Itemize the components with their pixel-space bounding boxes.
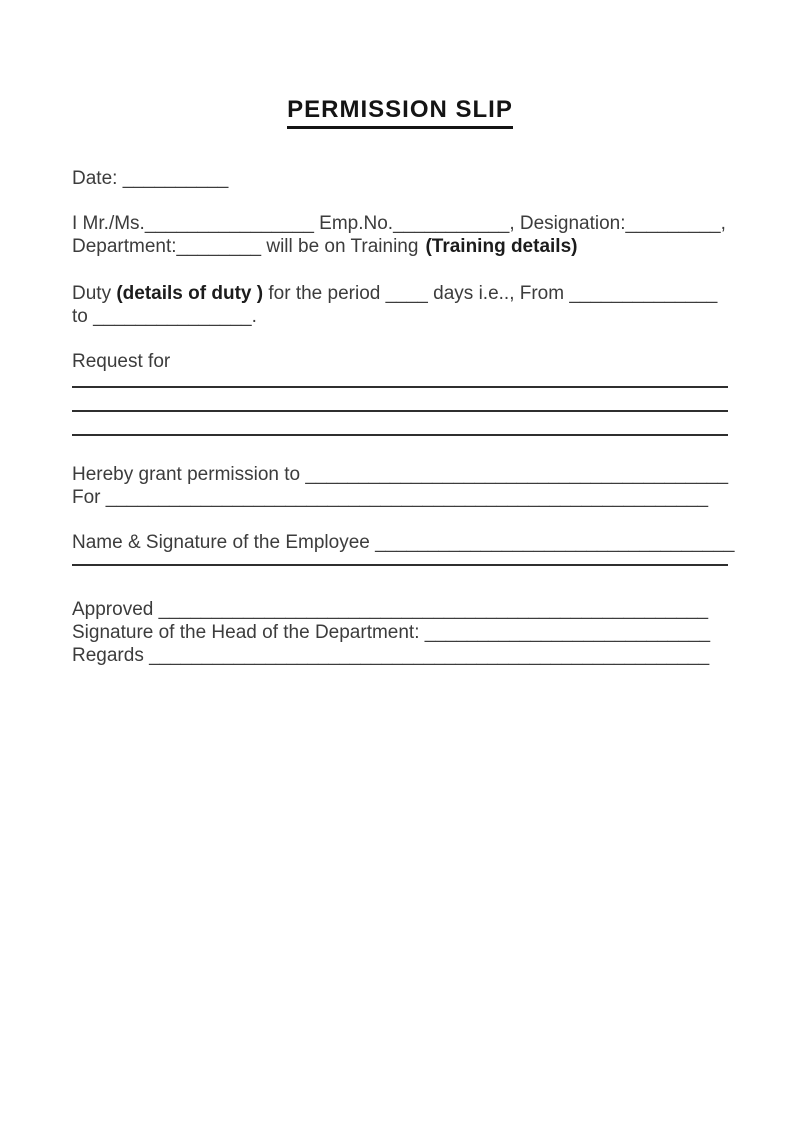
- grant-paragraph: [72, 463, 728, 509]
- head-of-department-signature-line: Signature of the Head of the Department: ___________________________: [72, 622, 711, 643]
- duty-line-1-rest: for the period ____ days i.e.., From ______________: [263, 283, 718, 304]
- request-blank-line-1: [72, 373, 728, 388]
- request-for-label: Request for: [72, 351, 171, 372]
- intro-line-2-text: Department:________ will be on Training: [72, 236, 419, 257]
- duty-line-1-start: Duty: [72, 283, 117, 304]
- grant-for-line: For _________________________________________________________: [72, 487, 709, 508]
- approval-section: [72, 598, 728, 667]
- employee-signature-blank-line: [72, 554, 728, 566]
- title-container: [0, 0, 800, 129]
- grant-permission-line: Hereby grant permission to ________________________________________: [72, 464, 729, 485]
- intro-line-1: I Mr./Ms.________________ Emp.No.___________, Designation:_________,: [72, 213, 726, 234]
- duty-line-1: [72, 282, 728, 305]
- request-blank-line-2: [72, 388, 728, 412]
- employee-signature-line: Name & Signature of the Employee __________________________________: [72, 532, 735, 553]
- duty-line-2: to _______________.: [72, 306, 257, 327]
- training-details-label: (Training details): [425, 236, 578, 257]
- approved-line: Approved ____________________________________________________: [72, 599, 709, 620]
- intro-paragraph: [72, 212, 728, 258]
- regards-line: Regards _____________________________________________________: [72, 645, 710, 666]
- details-of-duty-label: (details of duty ): [116, 283, 264, 304]
- date-field-line: Date: __________: [72, 168, 229, 189]
- request-blank-line-3: [72, 412, 728, 436]
- form-content: [0, 167, 800, 667]
- page-title: PERMISSION SLIP: [287, 96, 513, 129]
- duty-paragraph: [72, 282, 728, 328]
- intro-line-2: [72, 235, 728, 258]
